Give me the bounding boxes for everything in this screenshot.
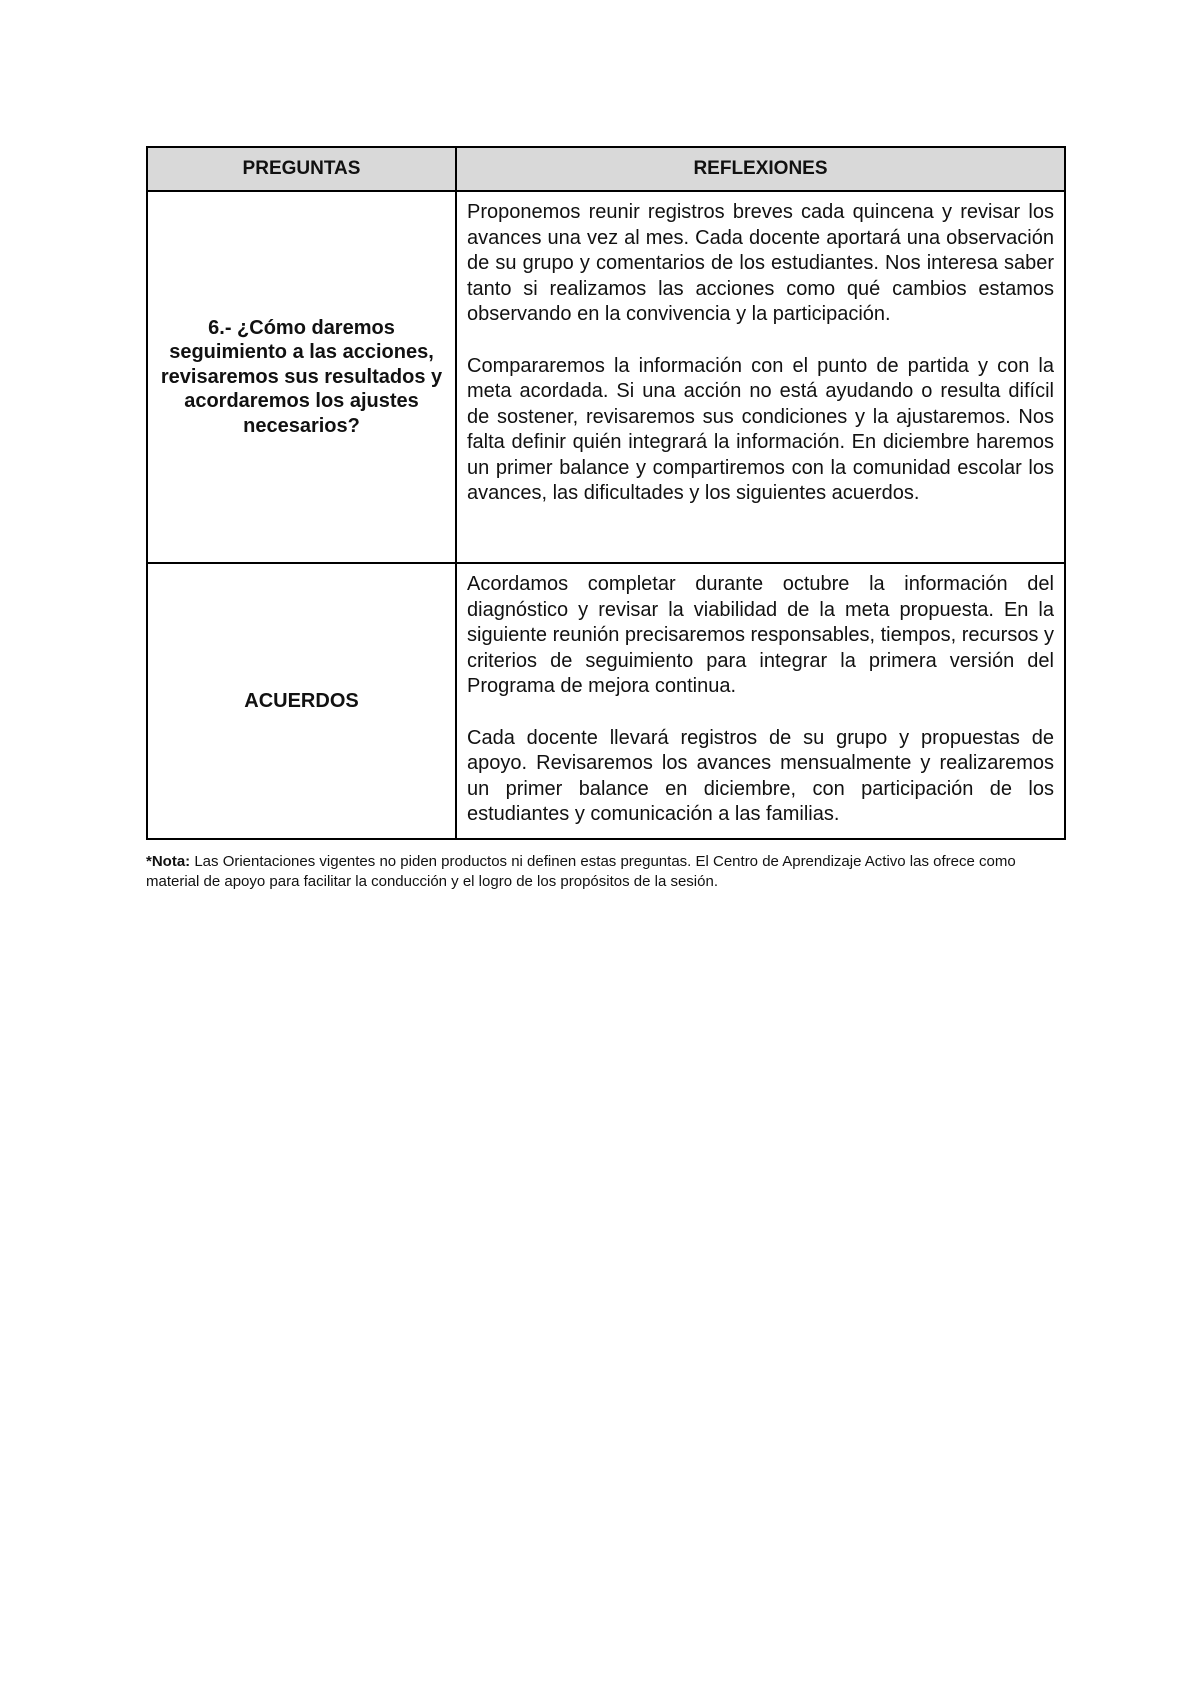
- reflection-cell: [456, 191, 1065, 563]
- reflection-paragraph: Proponemos reunir registros breves cada quincena y revisar los avances una vez al mes. Cada docente aportará una observación de su grupo y comentarios de los estudiantes. Nos interesa saber tanto si realizamos las acciones como qué cambios estamos observando en la convivencia y la participación.: [467, 201, 1054, 325]
- footnote: [146, 852, 1064, 892]
- reflection-paragraph: Cada docente llevará registros de su grupo y propuestas de apoyo. Revisaremos los avances mensualmente y realizaremos un primer balance en diciembre, con participación de los estudiantes y comunicación a las familias.: [467, 726, 1054, 825]
- reflection-paragraph: Compararemos la información con el punto de partida y con la meta acordada. Si una acción no está ayudando o resulta difícil de sostener, revisaremos sus condiciones y la ajustaremos. Nos falta definir quién integrará la información. En diciembre haremos un primer balance y compartiremos con la comunidad escolar los avances, las dificultades y los siguientes acuerdos.: [467, 354, 1054, 504]
- header-preguntas: PREGUNTAS: [147, 147, 456, 191]
- questions-reflections-table: [146, 146, 1066, 840]
- table-row: [147, 191, 1065, 563]
- footnote-label: *Nota:: [146, 853, 191, 870]
- table-header-row: [147, 147, 1065, 191]
- footnote-text: Las Orientaciones vigentes no piden productos ni definen estas preguntas. El Centro de Aprendizaje Activo las ofrece como material de apoyo para facilitar la conducción y el logro de los propósitos de la sesión.: [146, 853, 1016, 890]
- acuerdos-cell: ACUERDOS: [147, 563, 456, 839]
- header-reflexiones: REFLEXIONES: [456, 147, 1065, 191]
- reflection-paragraph: Acordamos completar durante octubre la información del diagnóstico y revisar la viabilidad de la meta propuesta. En la siguiente reunión precisaremos responsables, tiempos, recursos y criterios de seguimiento para integrar la primera versión del Programa de mejora continua.: [467, 573, 1054, 697]
- table-row: [147, 563, 1065, 839]
- question-cell: 6.- ¿Cómo daremos seguimiento a las acciones, revisaremos sus resultados y acordaremos los ajustes necesarios?: [147, 191, 456, 563]
- reflection-cell: [456, 563, 1065, 839]
